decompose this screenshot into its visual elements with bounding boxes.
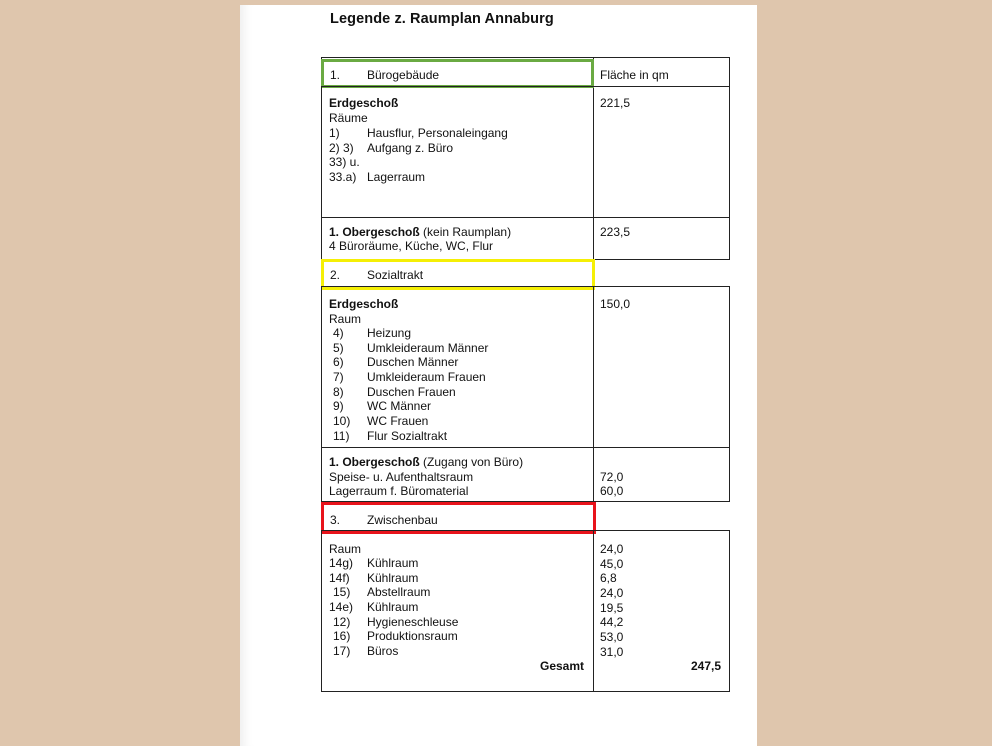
list-item: 14e) Kühlraum [329, 600, 419, 615]
list-item: 33) u. [329, 155, 360, 170]
section2-og-note: (Zugang von Büro) [423, 455, 524, 469]
section2-og-item-label: Lagerraum f. Büromaterial [329, 484, 469, 498]
list-item: 14f) Kühlraum [329, 570, 419, 585]
section1-og-note: (kein Raumplan) [423, 225, 512, 239]
section2-og-item-area: 72,0 [600, 470, 624, 484]
area-column-header: Fläche in qm [600, 68, 669, 82]
section2-eg-room-list [333, 326, 588, 444]
section1-og-heading-line [329, 225, 511, 240]
section2-number: 2. [330, 268, 341, 282]
section2-name: Sozialtrakt [367, 268, 424, 282]
section1-og-heading: 1. Obergeschoß [329, 225, 420, 239]
section1-eg-subheading: Räume [329, 111, 368, 125]
section3-column-divider [593, 530, 594, 692]
list-item: 9) WC Männer [333, 399, 432, 414]
list-item: 14g) Kühlraum [329, 556, 419, 570]
section2-eg-subheading: Raum [329, 312, 362, 326]
section3-number: 3. [330, 513, 341, 527]
list-item: 7) Umkleideraum Frauen [333, 370, 486, 385]
list-item: 10) WC Frauen [333, 414, 429, 429]
section1-eg-area: 221,5 [600, 96, 631, 110]
section1-highlight-green [321, 59, 594, 88]
section1-og-area: 223,5 [600, 225, 631, 239]
section1-eg-room-list [329, 126, 589, 185]
list-item: 11) Flur Sozialtrakt [333, 428, 448, 443]
section2-og-item-area: 60,0 [600, 484, 624, 498]
list-item: 4) Heizung [333, 326, 412, 340]
list-item: 1) Hausflur, Personaleingang [329, 126, 508, 140]
section3-room-list [329, 556, 589, 659]
total-label: Gesamt [540, 659, 585, 673]
section3-subheading: Raum [329, 542, 362, 556]
section3-name: Zwischenbau [367, 513, 438, 527]
list-item: 33.a) Lagerraum [329, 170, 426, 185]
total-value: 247,5 [691, 659, 722, 673]
section1-eg-heading: Erdgeschoß [329, 96, 399, 110]
list-item: 12) Hygieneschleuse [333, 614, 459, 629]
list-item: 2) 3) Aufgang z. Büro [329, 140, 454, 155]
section1-number: 1. [330, 68, 341, 82]
section1-og-detail: 4 Büroräume, Küche, WC, Flur [329, 239, 494, 253]
page-title: Legende z. Raumplan Annaburg [330, 11, 554, 27]
list-item: 6) Duschen Männer [333, 355, 459, 370]
list-item: 17) Büros [333, 644, 399, 659]
list-item: 8) Duschen Frauen [333, 384, 456, 399]
section2-og-heading: 1. Obergeschoß [329, 455, 420, 469]
list-item: 16) Produktionsraum [333, 629, 458, 644]
list-item: 15) Abstellraum [333, 585, 431, 600]
section2-eg-area: 150,0 [600, 297, 631, 311]
section2-og-item-label: Speise- u. Aufenthaltsraum [329, 470, 474, 484]
section2-eg-heading: Erdgeschoß [329, 297, 399, 311]
section1-name: Bürogebäude [367, 68, 440, 82]
section2-og-heading-line [329, 455, 523, 470]
list-item: 5) Umkleideraum Männer [333, 340, 489, 355]
